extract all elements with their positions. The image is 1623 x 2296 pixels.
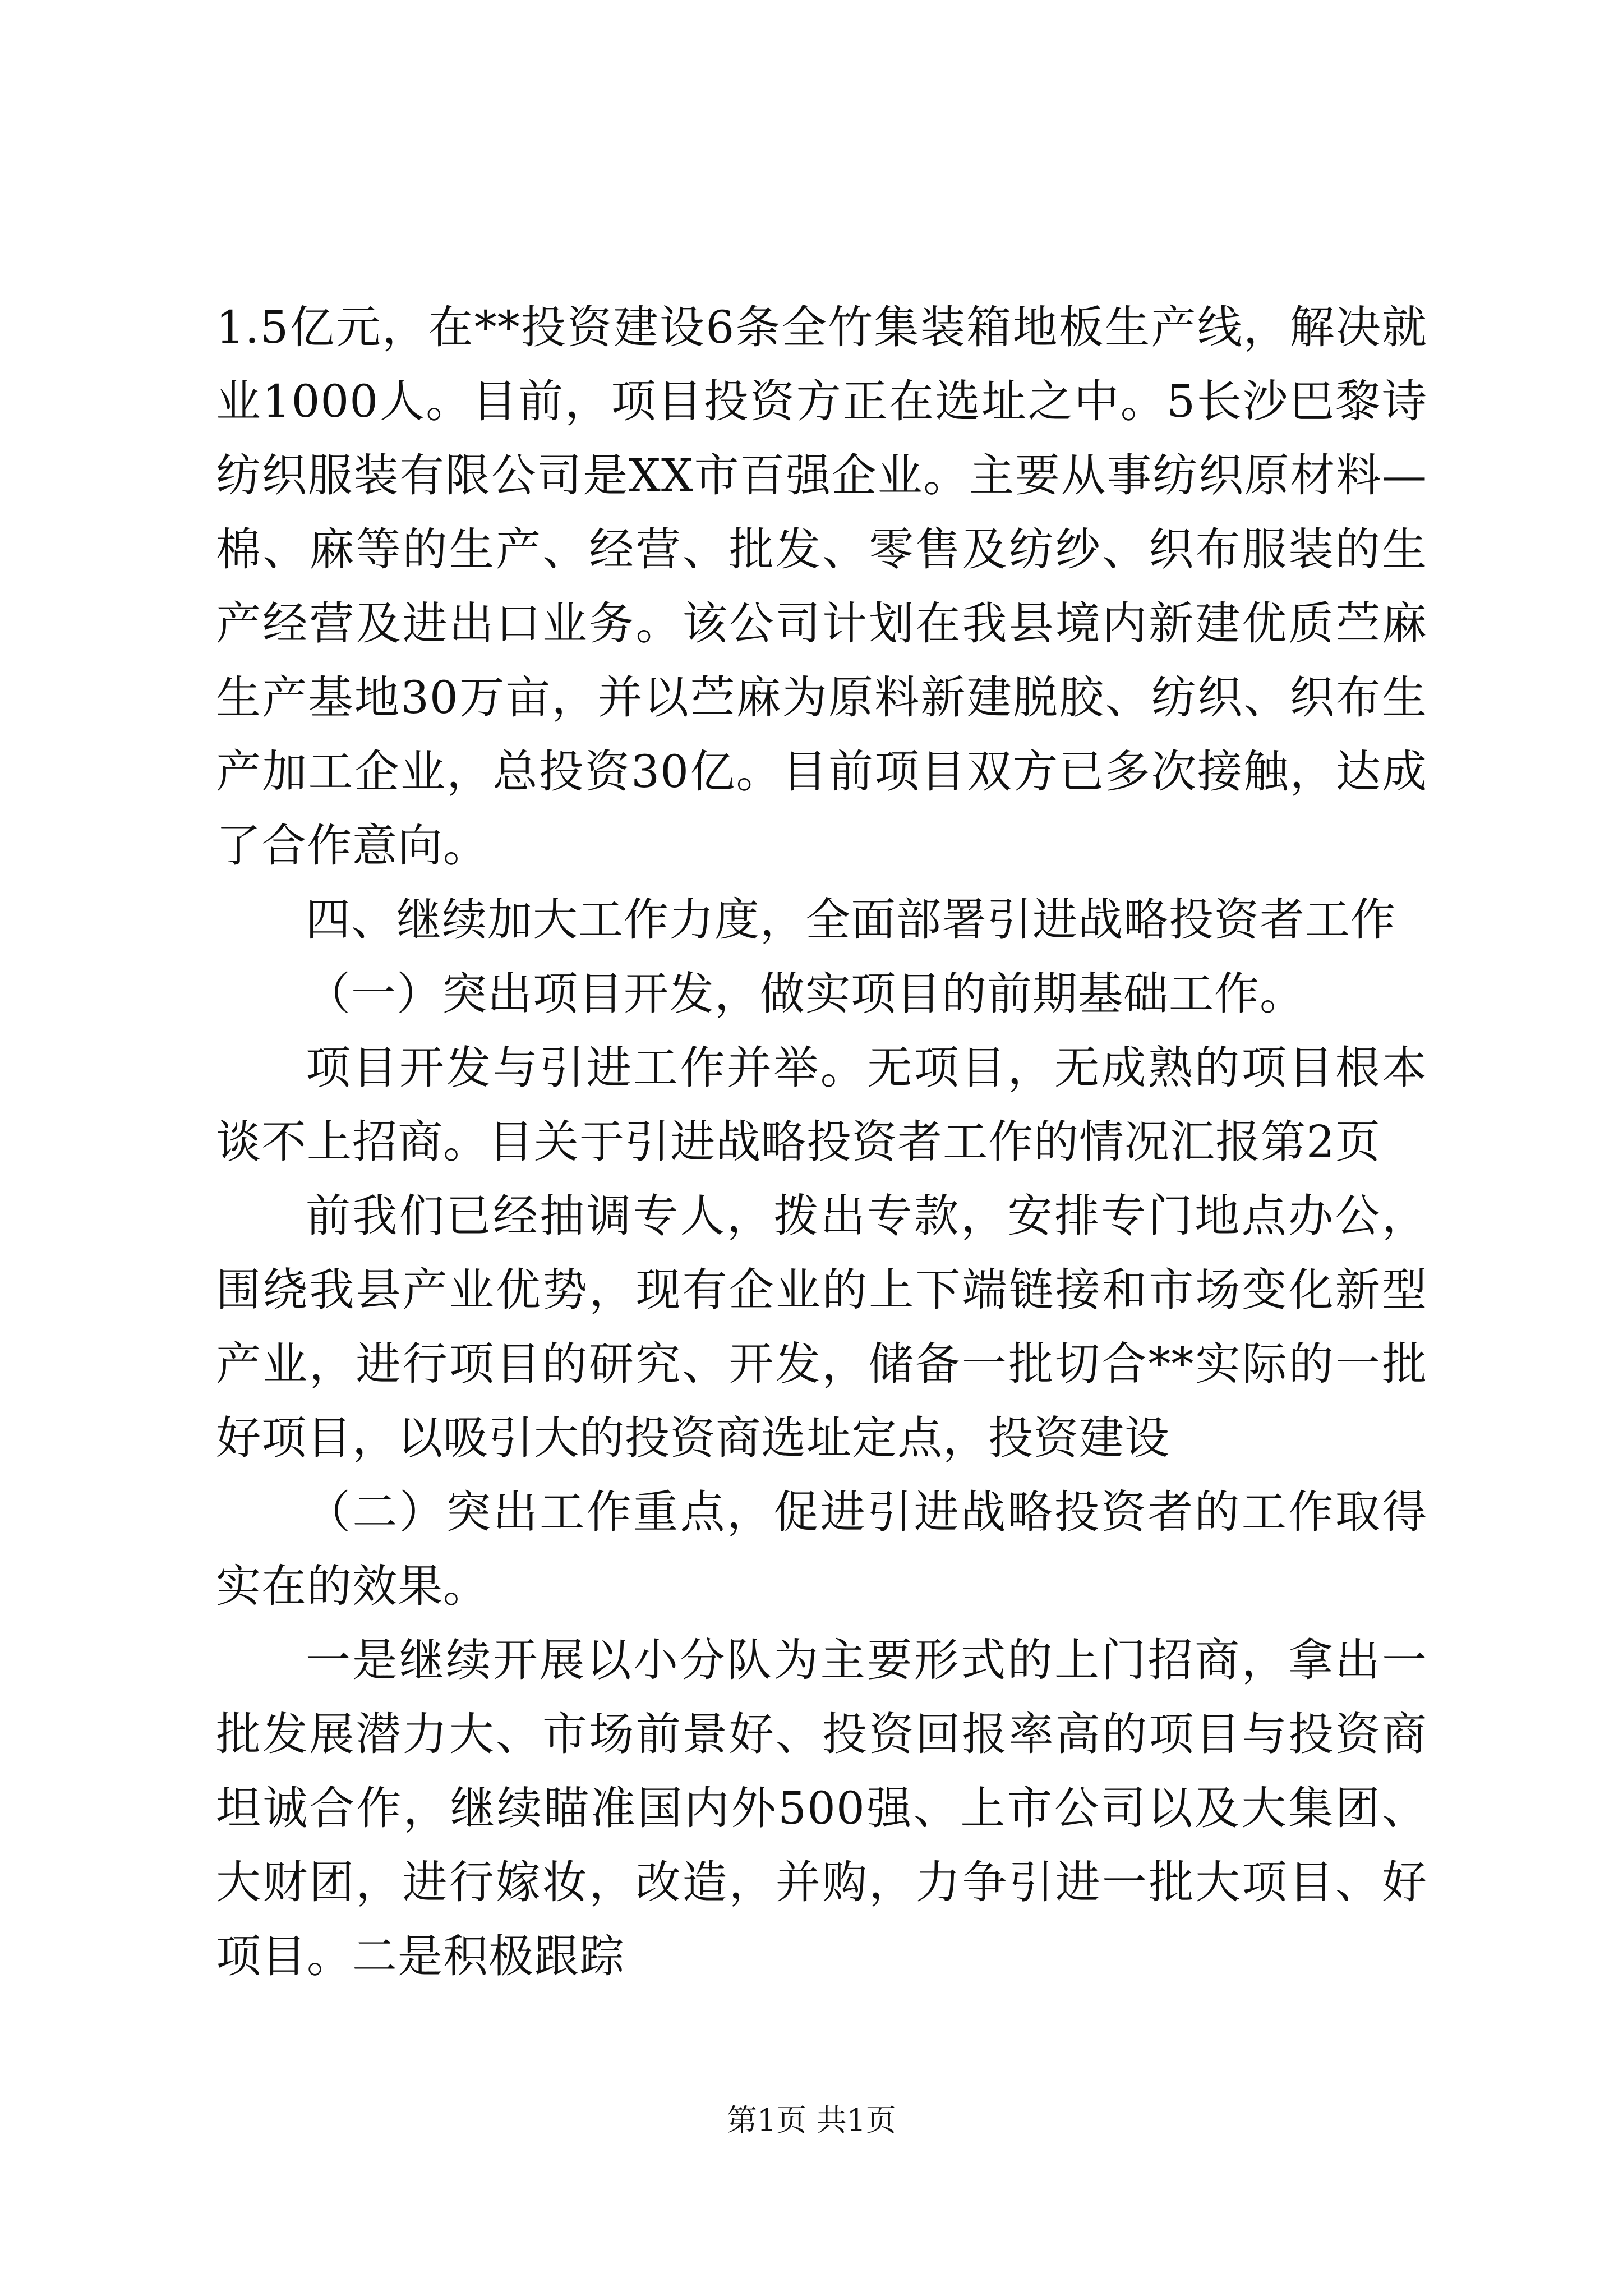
page-footer: 第1页 共1页 [727,2102,896,2138]
paragraph-investment-measures: 一是继续开展以小分队为主要形式的上门招商，拿出一批发展潜力大、市场前景好、投资回报率高的项目与投资商坦诚合作，继续瞄准国内外500强、上市公司以及大集团、大财团，进行嫁妆，改造，并购，力争引进一批大项目、好项目。二是积极跟踪 [216,1634,1427,1982]
subsection-heading-two: （二）突出工作重点，促进引进战略投资者的工作取得实在的效果。 [216,1486,1427,1612]
paragraph-preparation: 前我们已经抽调专人，拨出专款，安排专门地点办公，围绕我县产业优势，现有企业的上下端链接和市场变化新型产业，进行项目的研究、开发，储备一批切合**实际的一批好项目，以吸引大的投资商选址定点，投资建设 [216,1190,1427,1464]
paragraph-continuation: 1.5亿元，在**投资建设6条全竹集装箱地板生产线，解决就业1000人。目前，项目投资方正在选址之中。5长沙巴黎诗纺织服装有限公司是XX市百强企业。主要从事纺织原材料—棉、麻等的生产、经营、批发、零售及纺纱、织布服装的生产经营及进出口业务。该公司计划在我县境内新建优质苎麻生产基地30万亩，并以苎麻为原料新建脱胶、纺织、织布生产加工企业，总投资30亿。目前项目双方已多次接触，达成了合作意向。 [216,301,1427,872]
subsection-heading-one: （一）突出项目开发，做实项目的前期基础工作。 [306,968,1305,1020]
section-heading-four: 四、继续加大工作力度，全面部署引进战略投资者工作 [306,894,1396,946]
paragraph-project-development: 项目开发与引进工作并举。无项目，无成熟的项目根本谈不上招商。目关于引进战略投资者工作的情况汇报第2页 [216,1042,1427,1168]
document-body [216,291,1427,1994]
